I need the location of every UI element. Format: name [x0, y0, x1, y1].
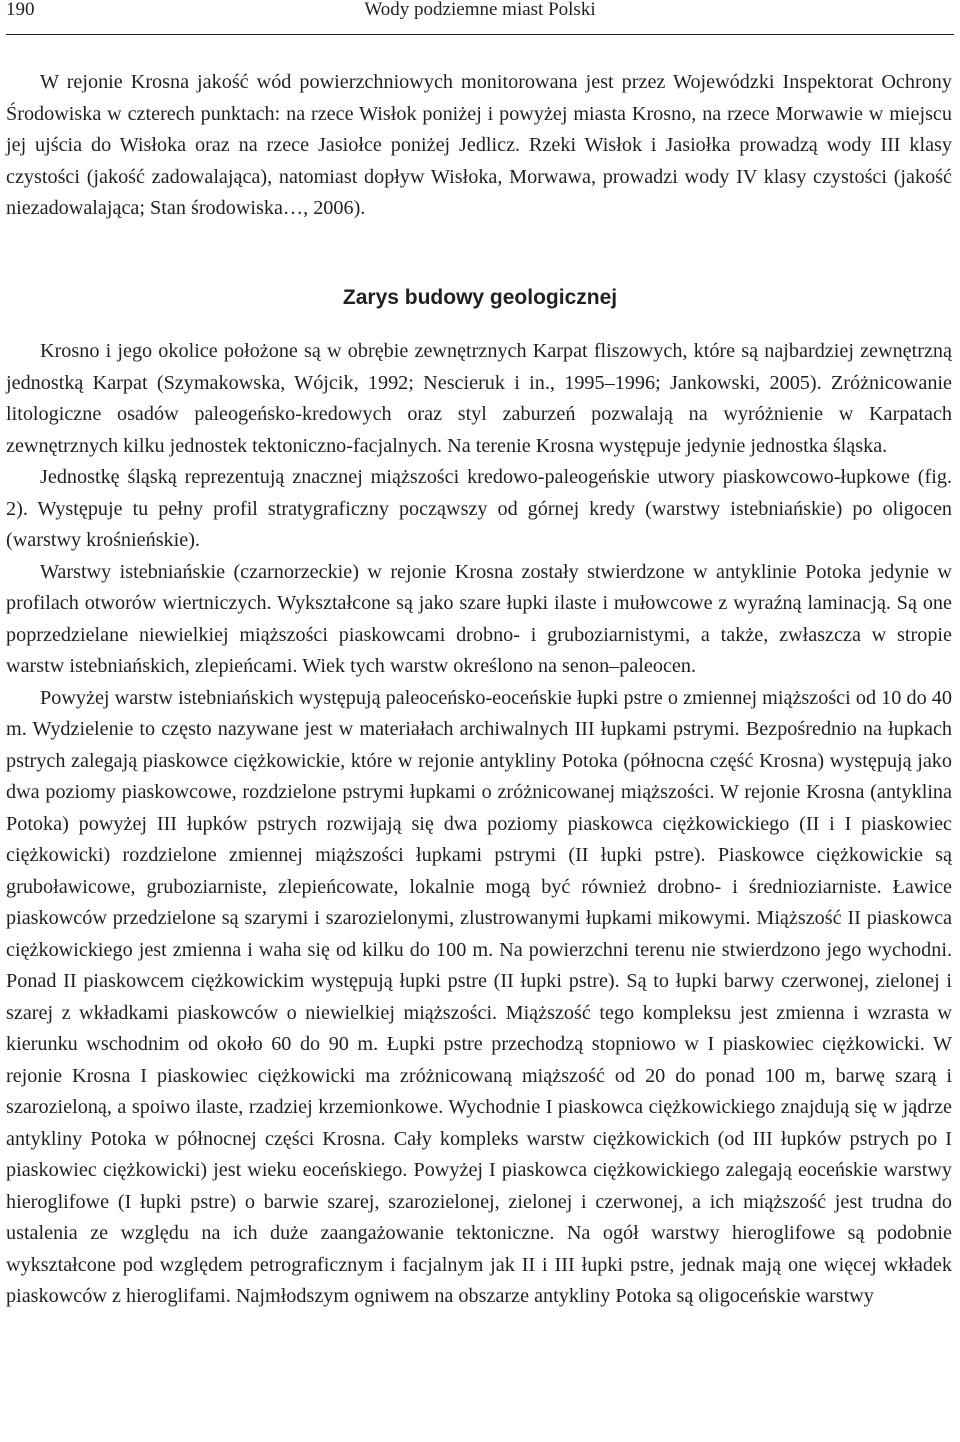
running-title: Wody podziemne miast Polski [364, 0, 596, 20]
page-number: 190 [6, 0, 35, 20]
paragraph: Warstwy istebniańskie (czarnorzeckie) w rejonie Krosna zostały stwierdzone w antyklinie Potoka jedynie w profilach otworów wiertniczych. Wykształcone są jako szare łupki ilaste i mułowcowe z wyraźną laminacją. Są one poprzedzielane niewielkiej miąższości piaskowcami drobno- i gruboziarnistymi, a także, zwłaszcza w stropie warstw istebniańskich, zlepieńcami. Wiek tych warstw określono na senon–paleocen. [6, 560, 952, 677]
section-heading: Zarys budowy geologicznej [342, 286, 618, 309]
paragraph: Krosno i jego okolice położone są w obrębie zewnętrznych Karpat fliszowych, które są najbardziej zewnętrzną jednostką Karpat (Szymakowska, Wójcik, 1992; Nescieruk i in., 1995–1996; Jankowski, 2005). Zróżnicowanie litologiczne osadów paleogeńsko-kredowych oraz styl zaburzeń pozwalają na wyróżnienie w Karpatach zewnętrznych kilku jednostek tektoniczno-facjalnych. Na terenie Krosna występuje jedynie jednostka śląska. [6, 340, 952, 457]
paragraph: Jednostkę śląską reprezentują znacznej miąższości kredowo-paleogeńskie utwory piaskowcowo-łupkowe (fig. 2). Występuje tu pełny profil stratygraficzny począwszy od górnej kredy (warstwy istebniańskie) po oligocen (warstwy krośnieńskie). [6, 466, 952, 551]
section-text-block [6, 336, 952, 1313]
paragraph: W rejonie Krosna jakość wód powierzchniowych monitorowana jest przez Wojewódzki Inspektorat Ochrony Środowiska w czterech punktach: na rzece Wisłok poniżej i powyżej miasta Krosno, na rzece Morwawie w miejscu jej ujścia do Wisłoka oraz na rzece Jasiołce poniżej Jedlicz. Rzeki Wisłok i Jasiołka prowadzą wody III klasy czystości (jakość zadowalająca), natomiast dopływ Wisłoka, Morwawa, prowadzi wody IV klasy czystości (jakość niezadowalająca; Stan środowiska…, 2006). [6, 71, 952, 219]
intro-text-block [6, 67, 952, 225]
paragraph: Powyżej warstw istebniańskich występują paleoceńsko-eoceńskie łupki pstre o zmiennej miąższości od 10 do 40 m. Wydzielenie to często nazywane jest w materiałach archiwalnych III łupkami pstrymi. Bezpośrednio na łupkach pstrych zalegają piaskowce ciężkowickie, które w rejonie antykliny Potoka (północna część Krosna) występują jako dwa poziomy piaskowcowe, rozdzielone pstrymi łupkami o zróżnicowanej miąższości. W rejonie Krosna (antyklina Potoka) powyżej III łupków pstrych rozwijają się dwa poziomy piaskowca ciężkowickiego (II i I piaskowiec ciężkowicki) rozdzielone zmiennej miąższości łupkami pstrymi (II łupki pstre). Piaskowce ciężkowickie są gruboławicowe, gruboziarniste, zlepieńcowate, lokalnie mogą być również drobno- i średnioziarniste. Ławice piaskowców przedzielone są szarymi i szarozielonymi, zlustrowanymi łupkami mikowymi. Miąższość II piaskowca ciężkowickiego jest zmienna i waha się od kilku do 100 m. Na powierzchni terenu nie stwierdzono jego wychodni. Ponad II piaskowcem ciężkowickim występują łupki pstre (II łupki pstre). Są to łupki barwy czerwonej, zielonej i szarej z wkładkami piaskowców o niewielkiej miąższości. Miąższość tego kompleksu jest zmienna i wzrasta w kierunku wschodnim od około 60 do 90 m. Łupki pstre przechodzą stopniowo w I piaskowiec ciężkowicki. W rejonie Krosna I piaskowiec ciężkowicki ma zróżnicowaną miąższość od 20 do ponad 100 m, barwę szarą i szarozieloną, a spoiwo ilaste, rzadziej krzemionkowe. Wychodnie I piaskowca ciężkowickiego znajdują się w jądrze antykliny Potoka w północnej części Krosna. Cały kompleks warstw ciężkowickich (od III łupków pstrych po I piaskowiec ciężkowicki) jest wieku eoceńskiego. Powyżej I piaskowca ciężkowickiego zalegają eoceńskie warstwy hieroglifowe (I łupki pstre) o barwie szarej, szarozielonej, zielonej i czerwonej, a ich miąższość jest trudna do ustalenia ze względu na ich duże zaangażowanie tektoniczne. Na ogół warstwy hieroglifowe są podobnie wykształcone pod względem petrograficznym i facjalnym jak II i III łupki pstre, jednak mają one więcej wkładek piaskowców z hieroglifami. Najmłodszym ogniwem na obszarze antykliny Potoka są oligoceńskie warstwy [6, 686, 952, 1307]
running-header [6, 0, 954, 35]
